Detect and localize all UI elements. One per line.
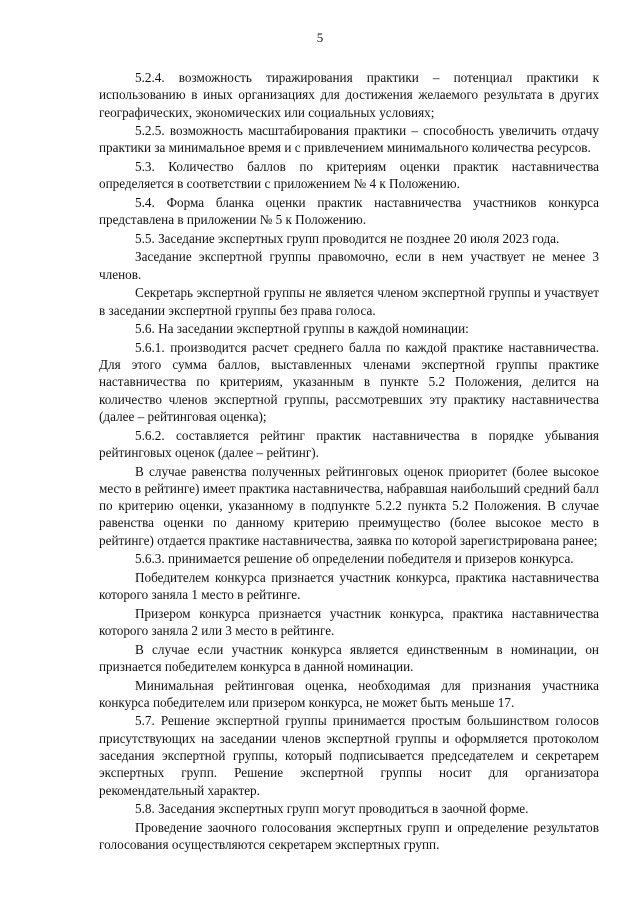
- paragraph-5-6: 5.6. На заседании экспертной группы в каждой номинации:: [135, 321, 469, 337]
- paragraph-5-3: 5.3. Количество баллов по критериям оценки практик наставничества определяется в соответствии с приложением № 4 к Положению.: [99, 159, 599, 192]
- paragraph-5-7: 5.7. Решение экспертной группы принимается простым большинством голосов присутствующих на заседании членов экспертной группы и оформляется протоколом заседания экспертной группы, который подписывается председателем и секретарем экспертных групп. Решение экспертной группы носит для организатора рекомендательный характер.: [99, 713, 599, 798]
- paragraph-5-5: 5.5. Заседание экспертных групп проводится не позднее 20 июля 2023 года.: [135, 230, 560, 246]
- paragraph-quorum: Заседание экспертной группы правомочно, если в нем участвует не менее 3 членов.: [99, 249, 599, 282]
- paragraph-5-8: 5.8. Заседания экспертных групп могут проводиться в заочной форме.: [135, 801, 529, 817]
- paragraph-secretary: Секретарь экспертной группы не является членом экспертной группы и участвует в заседании экспертной группы без права голоса.: [99, 285, 599, 318]
- paragraph-5-2-5: 5.2.5. возможность масштабирования практики – способность увеличить отдачу практики за минимальное время и с привлечением минимального количества ресурсов.: [99, 123, 599, 156]
- paragraph-tie-rule: В случае равенства полученных рейтинговых оценок приоритет (более высокое место в рейтинге) имеет практика наставничества, набравшая наибольший средний балл по критерию оценки, указанному в подпункте 5.2.2 пункта 5.2 Положения. В случае равенства оценки по данному критерию преимущество (более высокое место в рейтинге) отдается практике наставничества, заявка по которой зарегистрирована ранее;: [99, 463, 599, 548]
- paragraph-winner: Победителем конкурса признается участник конкурса, практика наставничества которого заняла 1 место в рейтинге.: [99, 569, 599, 603]
- paragraph-absentee-voting: Проведение заочного голосования экспертных групп и определение результатов голосования осуществляются секретарем экспертных групп.: [99, 819, 599, 853]
- paragraph-5-2-4: 5.2.4. возможность тиражирования практики – потенциал практики к использованию в иных организациях для достижения желаемого результата в других географических, экономических или социальных условиях;: [99, 70, 599, 120]
- paragraph-minimum-score: Минимальная рейтинговая оценка, необходимая для признания участника конкурса победителем или призером конкурса, не может быть меньше 17.: [99, 677, 599, 710]
- page-number: 5: [316, 30, 324, 45]
- paragraph-5-4: 5.4. Форма бланка оценки практик наставничества участников конкурса представлена в приложении № 5 к Положению.: [99, 194, 599, 228]
- paragraph-5-6-2: 5.6.2. составляется рейтинг практик наставничества в порядке убывания рейтинговых оценок (далее – рейтинг).: [99, 427, 599, 460]
- paragraph-single-participant: В случае если участник конкурса является единственным в номинации, он признается победителем конкурса в данной номинации.: [99, 641, 599, 674]
- paragraph-5-6-3: 5.6.3. принимается решение об определении победителя и призеров конкурса.: [135, 551, 574, 567]
- paragraph-5-6-1: 5.6.1. производится расчет среднего балла по каждой практике наставничества. Для этого сумма баллов, выставленных членами экспертной группы практике наставничества по критериям, указанным в пункте 5.2 Положения, делится на количество членов экспертной группы, рассмотревших эту практику наставничества (далее – рейтинговая оценка);: [99, 339, 599, 425]
- document-body: [99, 69, 599, 855]
- paragraph-prize-winner: Призером конкурса признается участник конкурса, практика наставничества которого заняла 2 или 3 место в рейтинге.: [99, 605, 599, 639]
